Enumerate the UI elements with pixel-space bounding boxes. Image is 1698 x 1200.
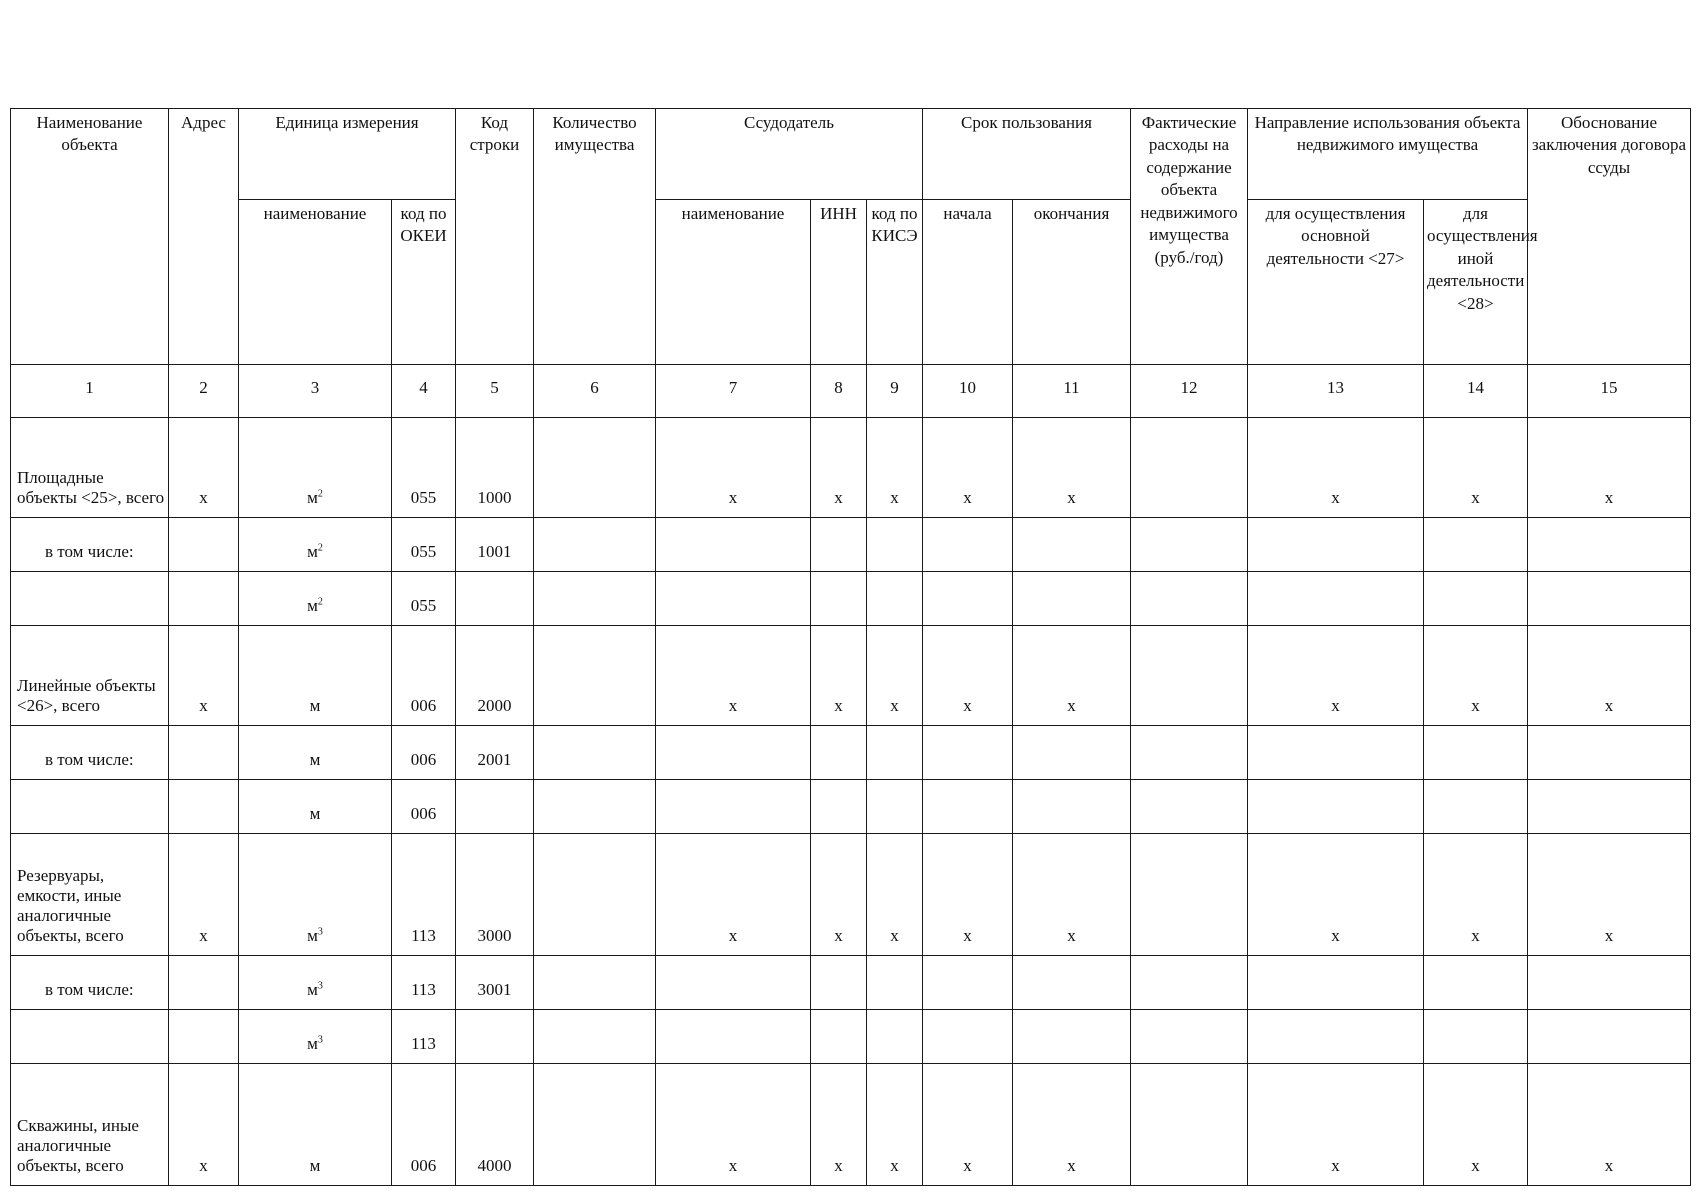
address-cell bbox=[169, 1010, 239, 1064]
lender-name-cell: х bbox=[656, 418, 811, 518]
lender-name-cell: х bbox=[656, 1064, 811, 1186]
quantity-cell bbox=[534, 834, 656, 956]
unit-name-cell: $м^2$ bbox=[239, 418, 392, 518]
column-number: 13 bbox=[1248, 365, 1424, 418]
header-lender-inn: ИНН bbox=[811, 200, 867, 365]
basis-cell bbox=[1528, 518, 1691, 572]
header-unit-code: код по ОКЕИ bbox=[392, 200, 456, 365]
main-activity-cell: х bbox=[1248, 626, 1424, 726]
header-line-code: Код строки bbox=[456, 109, 534, 365]
term-start-cell bbox=[923, 1010, 1013, 1064]
inn-cell: х bbox=[811, 1064, 867, 1186]
okei-code-cell: 113 bbox=[392, 834, 456, 956]
unit-name-cell: м bbox=[239, 726, 392, 780]
object-name-cell bbox=[11, 1010, 169, 1064]
lender-name-cell: х bbox=[656, 834, 811, 956]
term-start-cell: х bbox=[923, 834, 1013, 956]
term-start-cell bbox=[923, 518, 1013, 572]
object-name-cell: в том числе: bbox=[11, 518, 169, 572]
line-code-cell: 3000 bbox=[456, 834, 534, 956]
main-activity-cell bbox=[1248, 726, 1424, 780]
term-end-cell: х bbox=[1013, 1064, 1131, 1186]
kise-code-cell bbox=[867, 780, 923, 834]
okei-code-cell: 113 bbox=[392, 1010, 456, 1064]
expenses-cell bbox=[1131, 518, 1248, 572]
quantity-cell bbox=[534, 418, 656, 518]
basis-cell: х bbox=[1528, 418, 1691, 518]
unit-exponent: 3 bbox=[317, 980, 323, 992]
unit-exponent: 3 bbox=[317, 926, 323, 938]
header-term-start: начала bbox=[923, 200, 1013, 365]
column-number: 5 bbox=[456, 365, 534, 418]
quantity-cell bbox=[534, 780, 656, 834]
term-end-cell bbox=[1013, 726, 1131, 780]
main-activity-cell bbox=[1248, 1010, 1424, 1064]
lender-name-cell bbox=[656, 572, 811, 626]
line-code-cell bbox=[456, 1010, 534, 1064]
column-number: 6 bbox=[534, 365, 656, 418]
term-start-cell bbox=[923, 956, 1013, 1010]
lender-name-cell bbox=[656, 518, 811, 572]
inn-cell bbox=[811, 956, 867, 1010]
okei-code-cell: 055 bbox=[392, 418, 456, 518]
unit-name-cell: $м^2$ bbox=[239, 518, 392, 572]
table-body bbox=[11, 365, 1691, 1186]
unit-exponent: 3 bbox=[317, 1034, 323, 1046]
kise-code-cell bbox=[867, 572, 923, 626]
address-cell: х bbox=[169, 626, 239, 726]
term-end-cell bbox=[1013, 956, 1131, 1010]
table-row bbox=[11, 1064, 1691, 1186]
address-cell: х bbox=[169, 418, 239, 518]
line-code-cell: 1001 bbox=[456, 518, 534, 572]
table-row bbox=[11, 780, 1691, 834]
okei-code-cell: 006 bbox=[392, 1064, 456, 1186]
expenses-cell bbox=[1131, 956, 1248, 1010]
header-lender-name: наименование bbox=[656, 200, 811, 365]
header-direction-other: для осуществления иной деятельности <28> bbox=[1424, 200, 1528, 365]
unit-name-cell: $м^3$ bbox=[239, 834, 392, 956]
unit-name-cell: $м^3$ bbox=[239, 956, 392, 1010]
header-object-name: Наименование объекта bbox=[11, 109, 169, 365]
term-start-cell bbox=[923, 780, 1013, 834]
table-row bbox=[11, 956, 1691, 1010]
term-end-cell: х bbox=[1013, 418, 1131, 518]
other-activity-cell: х bbox=[1424, 1064, 1528, 1186]
line-code-cell bbox=[456, 572, 534, 626]
expenses-cell bbox=[1131, 1064, 1248, 1186]
unit-exponent: 2 bbox=[317, 488, 323, 500]
other-activity-cell: х bbox=[1424, 418, 1528, 518]
expenses-cell bbox=[1131, 1010, 1248, 1064]
okei-code-cell: 006 bbox=[392, 780, 456, 834]
kise-code-cell: х bbox=[867, 834, 923, 956]
term-start-cell bbox=[923, 726, 1013, 780]
other-activity-cell bbox=[1424, 956, 1528, 1010]
address-cell bbox=[169, 572, 239, 626]
table-row bbox=[11, 1010, 1691, 1064]
lender-name-cell bbox=[656, 956, 811, 1010]
object-name-cell: Резервуары, емкости, иные аналогичные объекты, всего bbox=[11, 834, 169, 956]
term-end-cell: х bbox=[1013, 626, 1131, 726]
quantity-cell bbox=[534, 1064, 656, 1186]
column-number: 12 bbox=[1131, 365, 1248, 418]
expenses-cell bbox=[1131, 780, 1248, 834]
column-number: 3 bbox=[239, 365, 392, 418]
object-name-cell bbox=[11, 780, 169, 834]
inn-cell bbox=[811, 726, 867, 780]
column-number: 8 bbox=[811, 365, 867, 418]
basis-cell bbox=[1528, 572, 1691, 626]
other-activity-cell: х bbox=[1424, 626, 1528, 726]
column-number: 11 bbox=[1013, 365, 1131, 418]
term-end-cell bbox=[1013, 780, 1131, 834]
unit-name-cell: $м^3$ bbox=[239, 1010, 392, 1064]
quantity-cell bbox=[534, 572, 656, 626]
kise-code-cell: х bbox=[867, 418, 923, 518]
kise-code-cell bbox=[867, 956, 923, 1010]
other-activity-cell bbox=[1424, 726, 1528, 780]
header-expenses: Фактические расходы на содержание объекта недвижимого имущества (руб./год) bbox=[1131, 109, 1248, 365]
kise-code-cell bbox=[867, 726, 923, 780]
main-activity-cell bbox=[1248, 780, 1424, 834]
header-lender-kise: код по КИСЭ bbox=[867, 200, 923, 365]
table-row bbox=[11, 834, 1691, 956]
address-cell: х bbox=[169, 834, 239, 956]
other-activity-cell bbox=[1424, 518, 1528, 572]
column-number: 14 bbox=[1424, 365, 1528, 418]
main-activity-cell: х bbox=[1248, 834, 1424, 956]
inn-cell: х bbox=[811, 626, 867, 726]
lender-name-cell bbox=[656, 726, 811, 780]
other-activity-cell bbox=[1424, 572, 1528, 626]
inn-cell bbox=[811, 1010, 867, 1064]
term-start-cell: х bbox=[923, 418, 1013, 518]
expenses-cell bbox=[1131, 626, 1248, 726]
table-row bbox=[11, 726, 1691, 780]
line-code-cell bbox=[456, 780, 534, 834]
quantity-cell bbox=[534, 518, 656, 572]
object-name-cell bbox=[11, 572, 169, 626]
column-number: 4 bbox=[392, 365, 456, 418]
inn-cell bbox=[811, 572, 867, 626]
unit-name-cell: м bbox=[239, 780, 392, 834]
okei-code-cell: 113 bbox=[392, 956, 456, 1010]
header-direction: Направление использования объекта недвижимого имущества bbox=[1248, 109, 1528, 200]
header-term: Срок пользования bbox=[923, 109, 1131, 200]
basis-cell bbox=[1528, 780, 1691, 834]
header-address: Адрес bbox=[169, 109, 239, 365]
term-end-cell bbox=[1013, 572, 1131, 626]
expenses-cell bbox=[1131, 834, 1248, 956]
column-number: 9 bbox=[867, 365, 923, 418]
header-quantity: Количество имущества bbox=[534, 109, 656, 365]
basis-cell bbox=[1528, 1010, 1691, 1064]
header-lender: Ссудодатель bbox=[656, 109, 923, 200]
unit-name-cell: м bbox=[239, 1064, 392, 1186]
column-number: 10 bbox=[923, 365, 1013, 418]
table-row bbox=[11, 418, 1691, 518]
main-activity-cell bbox=[1248, 518, 1424, 572]
table-row bbox=[11, 518, 1691, 572]
line-code-cell: 1000 bbox=[456, 418, 534, 518]
basis-cell bbox=[1528, 726, 1691, 780]
address-cell bbox=[169, 726, 239, 780]
kise-code-cell bbox=[867, 1010, 923, 1064]
header-unit: Единица измерения bbox=[239, 109, 456, 200]
term-start-cell: х bbox=[923, 626, 1013, 726]
header-direction-main: для осуществления основной деятельности <27> bbox=[1248, 200, 1424, 365]
main-activity-cell bbox=[1248, 572, 1424, 626]
object-name-cell: в том числе: bbox=[11, 956, 169, 1010]
other-activity-cell bbox=[1424, 780, 1528, 834]
lender-name-cell bbox=[656, 780, 811, 834]
expenses-cell bbox=[1131, 726, 1248, 780]
main-activity-cell: х bbox=[1248, 418, 1424, 518]
term-end-cell bbox=[1013, 518, 1131, 572]
column-number-row bbox=[11, 365, 1691, 418]
address-cell bbox=[169, 518, 239, 572]
quantity-cell bbox=[534, 956, 656, 1010]
inn-cell bbox=[811, 518, 867, 572]
other-activity-cell: х bbox=[1424, 834, 1528, 956]
header-basis: Обоснование заключения договора ссуды bbox=[1528, 109, 1691, 365]
inn-cell bbox=[811, 780, 867, 834]
lender-name-cell bbox=[656, 1010, 811, 1064]
table-row bbox=[11, 572, 1691, 626]
term-end-cell bbox=[1013, 1010, 1131, 1064]
expenses-cell bbox=[1131, 572, 1248, 626]
kise-code-cell: х bbox=[867, 1064, 923, 1186]
okei-code-cell: 055 bbox=[392, 572, 456, 626]
property-use-table bbox=[10, 108, 1691, 1186]
basis-cell: х bbox=[1528, 626, 1691, 726]
main-activity-cell: х bbox=[1248, 1064, 1424, 1186]
object-name-cell: Линейные объекты <26>, всего bbox=[11, 626, 169, 726]
term-start-cell: х bbox=[923, 1064, 1013, 1186]
basis-cell: х bbox=[1528, 834, 1691, 956]
okei-code-cell: 006 bbox=[392, 726, 456, 780]
kise-code-cell bbox=[867, 518, 923, 572]
other-activity-cell bbox=[1424, 1010, 1528, 1064]
line-code-cell: 3001 bbox=[456, 956, 534, 1010]
line-code-cell: 2001 bbox=[456, 726, 534, 780]
column-number: 7 bbox=[656, 365, 811, 418]
basis-cell bbox=[1528, 956, 1691, 1010]
address-cell bbox=[169, 780, 239, 834]
object-name-cell: в том числе: bbox=[11, 726, 169, 780]
unit-exponent: 2 bbox=[317, 596, 323, 608]
inn-cell: х bbox=[811, 834, 867, 956]
object-name-cell: Площадные объекты <25>, всего bbox=[11, 418, 169, 518]
lender-name-cell: х bbox=[656, 626, 811, 726]
term-end-cell: х bbox=[1013, 834, 1131, 956]
table-row bbox=[11, 626, 1691, 726]
line-code-cell: 4000 bbox=[456, 1064, 534, 1186]
inn-cell: х bbox=[811, 418, 867, 518]
line-code-cell: 2000 bbox=[456, 626, 534, 726]
object-name-cell: Скважины, иные аналогичные объекты, всего bbox=[11, 1064, 169, 1186]
unit-exponent: 2 bbox=[317, 542, 323, 554]
address-cell: х bbox=[169, 1064, 239, 1186]
quantity-cell bbox=[534, 1010, 656, 1064]
basis-cell: х bbox=[1528, 1064, 1691, 1186]
kise-code-cell: х bbox=[867, 626, 923, 726]
column-number: 1 bbox=[11, 365, 169, 418]
unit-name-cell: $м^2$ bbox=[239, 572, 392, 626]
quantity-cell bbox=[534, 626, 656, 726]
address-cell bbox=[169, 956, 239, 1010]
okei-code-cell: 006 bbox=[392, 626, 456, 726]
expenses-cell bbox=[1131, 418, 1248, 518]
header-term-end: окончания bbox=[1013, 200, 1131, 365]
okei-code-cell: 055 bbox=[392, 518, 456, 572]
header-unit-name: наименование bbox=[239, 200, 392, 365]
term-start-cell bbox=[923, 572, 1013, 626]
column-number: 15 bbox=[1528, 365, 1691, 418]
quantity-cell bbox=[534, 726, 656, 780]
main-activity-cell bbox=[1248, 956, 1424, 1010]
unit-name-cell: м bbox=[239, 626, 392, 726]
column-number: 2 bbox=[169, 365, 239, 418]
